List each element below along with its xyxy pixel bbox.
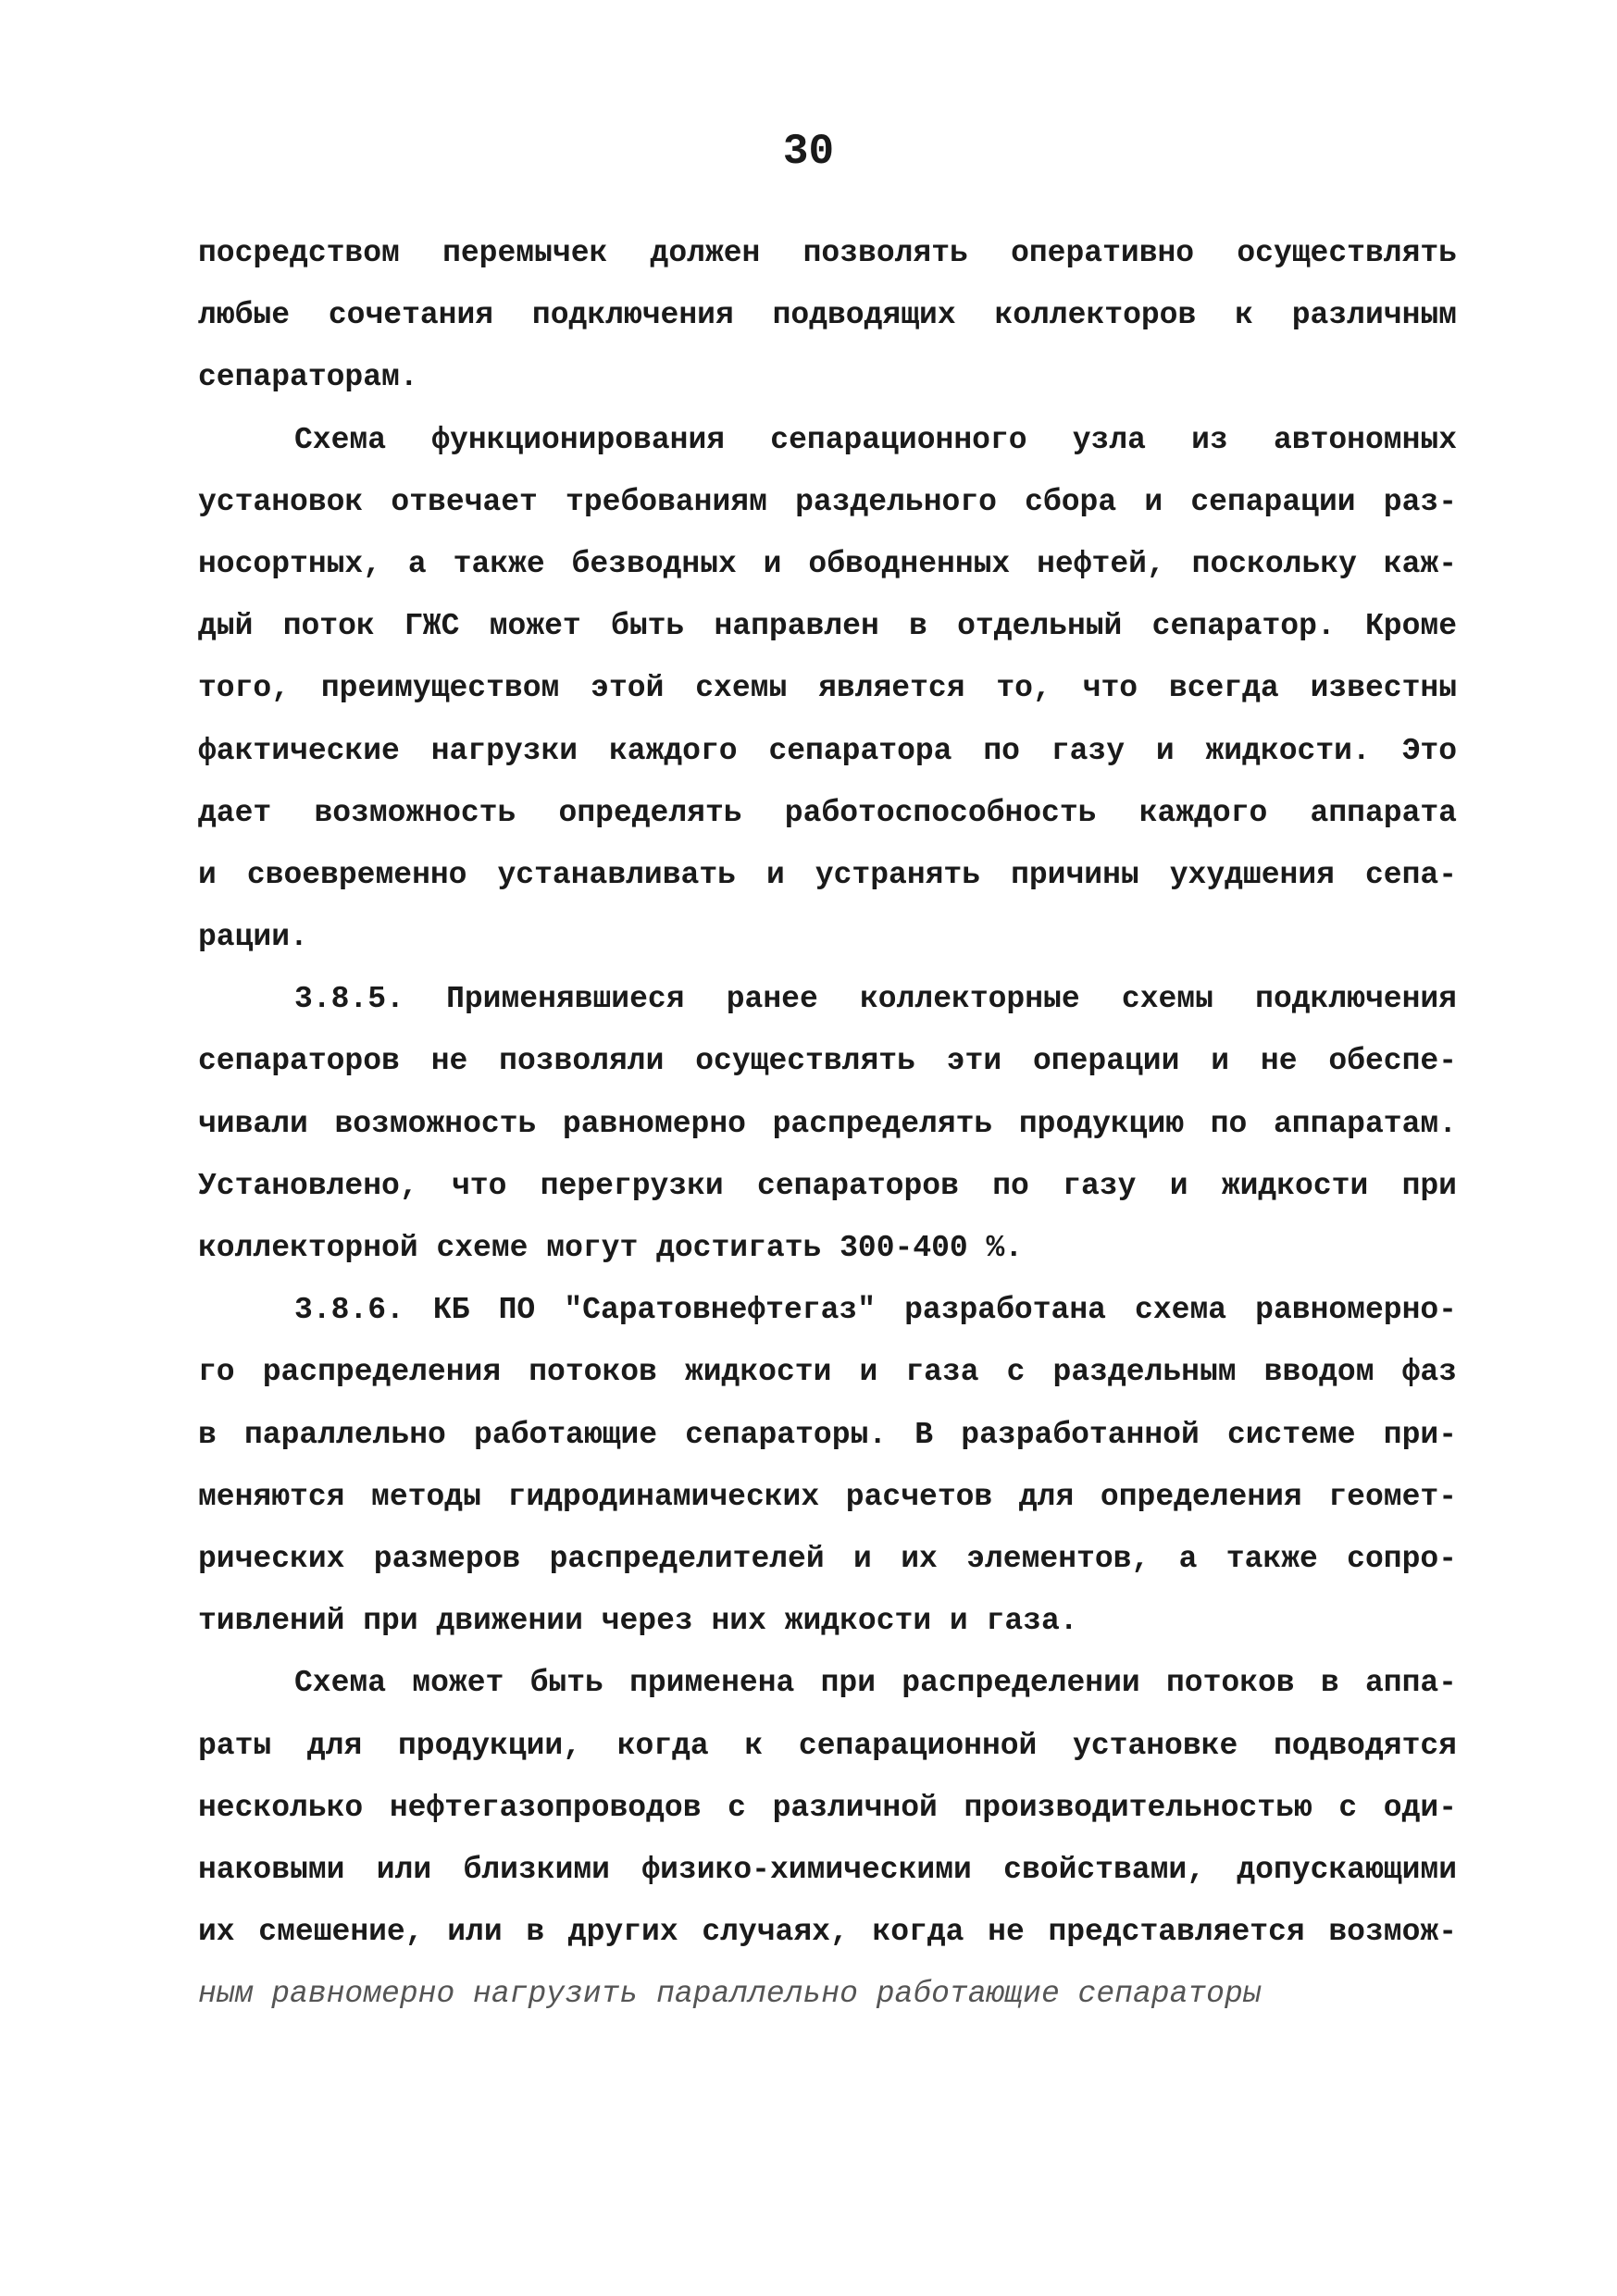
text-line: раты для продукции, когда к сепарационной установке подводятся [198, 1728, 1457, 1763]
text-line: го распределения потоков жидкости и газа с раздельным вводом фаз [198, 1355, 1457, 1390]
text-line: фактические нагрузки каждого сепаратора по газу и жидкости. Это [198, 733, 1457, 768]
text-line: чивали возможность равномерно распределять продукцию по аппаратам. [198, 1106, 1457, 1141]
text-line: тивлений при движении через них жидкости и газа. [198, 1604, 1078, 1639]
page-number: 30 [782, 128, 835, 176]
text-line: того, преимуществом этой схемы является то, что всегда известны [198, 671, 1457, 706]
text-line: и своевременно устанавливать и устранять причины ухудшения сепа- [198, 857, 1457, 892]
text-line: дый поток ГЖС может быть направлен в отдельный сепаратор. Кроме [198, 609, 1457, 644]
text-line: сепараторам. [198, 360, 418, 395]
text-line: 3.8.6. КБ ПО "Саратовнефтегаз" разработана схема равномерно- [294, 1293, 1457, 1328]
text-line: наковыми или близкими физико-химическими свойствами, допускающими [198, 1852, 1457, 1887]
body-text [198, 222, 1457, 2025]
text-line: их смешение, или в других случаях, когда не представляется возмож- [198, 1915, 1457, 1950]
text-line: дает возможность определять работоспособность каждого аппарата [198, 795, 1457, 830]
text-line: сепараторов не позволяли осуществлять эти операции и не обеспе- [198, 1044, 1457, 1079]
text-line: Схема может быть применена при распределении потоков в аппа- [294, 1666, 1457, 1701]
text-line: несколько нефтегазопроводов с различной производительностью с оди- [198, 1790, 1457, 1825]
text-line: рации. [198, 920, 308, 955]
text-line: меняются методы гидродинамических расчетов для определения геомет- [198, 1479, 1457, 1514]
text-line: любые сочетания подключения подводящих коллекторов к различным [198, 298, 1457, 333]
text-line: Установлено, что перегрузки сепараторов по газу и жидкости при [198, 1168, 1457, 1203]
text-line: коллекторной схеме могут достигать 300-400 %. [198, 1231, 1024, 1265]
text-line: установок отвечает требованиям раздельного сбора и сепарации раз- [198, 484, 1457, 519]
text-line: Схема функционирования сепарационного узла из автономных [294, 422, 1457, 457]
text-line: носортных, а также безводных и обводненных нефтей, поскольку каж- [198, 546, 1457, 581]
text-line: посредством перемычек должен позволять оперативно осуществлять [198, 236, 1457, 270]
text-line: 3.8.5. Применявшиеся ранее коллекторные схемы подключения [294, 982, 1457, 1017]
text-line: рических размеров распределителей и их элементов, а также сопро- [198, 1541, 1457, 1576]
text-line: ным равномерно нагрузить параллельно работающие сепараторы [198, 1977, 1262, 2012]
text-line: в параллельно работающие сепараторы. В разработанной системе при- [198, 1417, 1457, 1452]
